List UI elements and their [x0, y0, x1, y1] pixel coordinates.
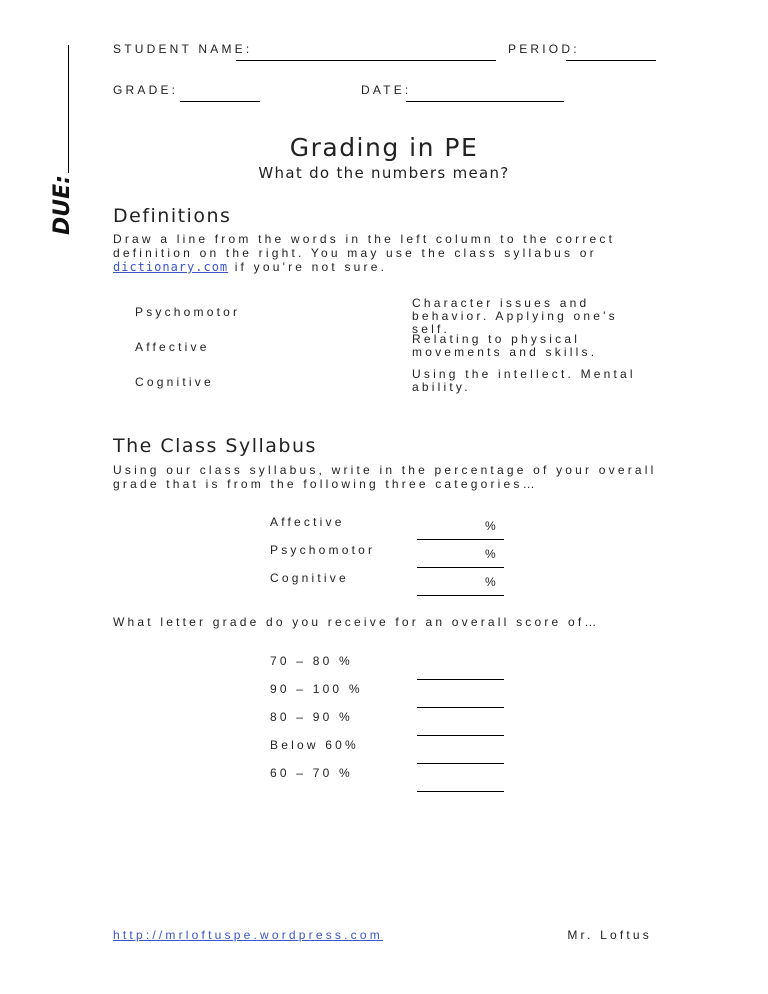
definition-line: Using the intellect. Mental	[412, 367, 636, 381]
range-item: 60 – 70 %	[270, 766, 353, 780]
dictionary-link[interactable]: dictionary.com	[113, 260, 229, 274]
footer-author: Mr. Loftus	[567, 928, 652, 942]
date-label: DATE:	[361, 83, 412, 97]
letter-grade-field[interactable]	[417, 791, 504, 792]
definition-line: Character issues and	[412, 296, 590, 310]
range-item: 80 – 90 %	[270, 710, 353, 724]
letter-grade-field[interactable]	[417, 707, 504, 708]
range-item: Below 60%	[270, 738, 359, 752]
term-cognitive: Cognitive	[135, 375, 214, 389]
definition-character	[412, 297, 642, 336]
due-label: DUE:	[50, 175, 75, 235]
letter-grade-question: What letter grade do you receive for an overall score of…	[113, 615, 600, 629]
syllabus-instructions: Using our class syllabus, write in the percentage of your overall grade that is from the following three categories…	[113, 463, 657, 491]
term-psychomotor: Psychomotor	[135, 305, 241, 319]
term-affective: Affective	[135, 340, 210, 354]
syllabus-heading: The Class Syllabus	[113, 435, 317, 457]
percent-sign: %	[485, 575, 499, 589]
period-field[interactable]	[566, 60, 656, 61]
student-name-label: STUDENT NAME:	[113, 42, 253, 56]
page-title: Grading in PE	[289, 133, 479, 162]
grade-field[interactable]	[180, 101, 260, 102]
percent-sign: %	[485, 547, 499, 561]
date-field[interactable]	[406, 101, 564, 102]
category-psychomotor: Psychomotor	[270, 543, 376, 557]
definition-line: movements and skills.	[412, 345, 598, 359]
definitions-heading: Definitions	[113, 205, 232, 227]
letter-grade-field[interactable]	[417, 679, 504, 680]
period-label: PERIOD:	[508, 42, 580, 56]
definitions-instructions	[113, 232, 658, 274]
page-subtitle: What do the numbers mean?	[258, 164, 510, 182]
definition-line: ability.	[412, 380, 471, 394]
category-cognitive: Cognitive	[270, 571, 349, 585]
letter-grade-field[interactable]	[417, 735, 504, 736]
definition-intellect	[412, 368, 642, 394]
instructions-text-after: if you're not sure.	[228, 260, 388, 274]
definition-line: behavior. Applying one's self.	[412, 309, 618, 336]
footer-url-link[interactable]: http://mrloftuspe.wordpress.com	[113, 928, 383, 942]
psychomotor-percent-field[interactable]	[417, 567, 504, 568]
instructions-text-before: Draw a line from the words in the left column to the correct definition on the right. You may use the class syllabus or	[113, 232, 616, 260]
letter-grade-field[interactable]	[417, 763, 504, 764]
range-item: 70 – 80 %	[270, 654, 353, 668]
range-item: 90 – 100 %	[270, 682, 363, 696]
definition-physical	[412, 333, 642, 359]
cognitive-percent-field[interactable]	[417, 595, 504, 596]
affective-percent-field[interactable]	[417, 539, 504, 540]
definition-line: Relating to physical	[412, 332, 581, 346]
student-name-field[interactable]	[236, 60, 496, 61]
category-affective: Affective	[270, 515, 345, 529]
percent-sign: %	[485, 519, 499, 533]
grade-label: GRADE:	[113, 83, 179, 97]
